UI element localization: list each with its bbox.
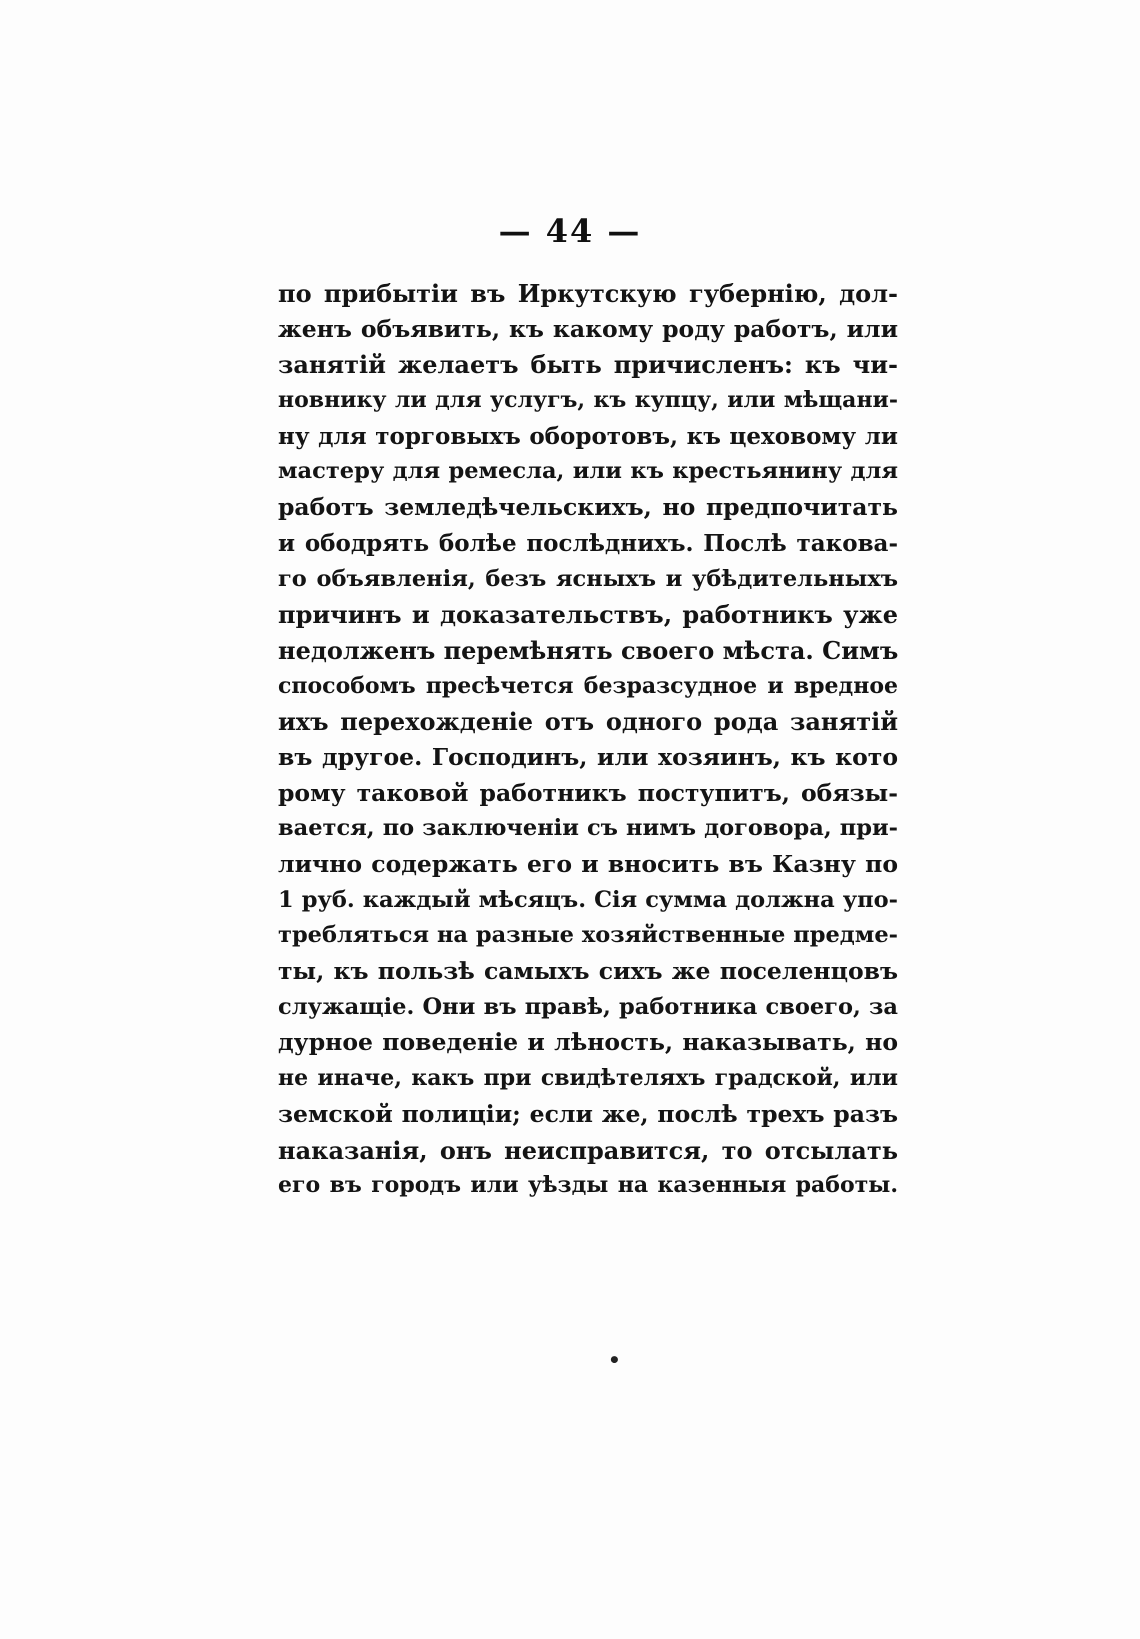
text-line: причинъ и доказательствъ, работникъ уже [278, 600, 898, 630]
text-line: мастеру для ремесла, или къ крестьянину для [278, 458, 898, 485]
text-line: новнику ли для услугъ, къ купцу, или мѣщани- [278, 387, 898, 414]
text-line: по прибытіи въ Иркутскую губернію, дол- [278, 279, 898, 308]
text-line: ихъ перехожденіе отъ одного рода занятій [278, 707, 898, 737]
text-line: ну для торговыхъ оборотовъ, къ цеховому ли [278, 422, 898, 450]
text-line: ты, къ пользѣ самыхъ сихъ же поселенцовъ [278, 957, 898, 986]
text-line: служащіе. Они въ правѣ, работника своего, за [278, 993, 898, 1020]
bottom-mark: • [608, 1348, 621, 1372]
text-line: рому таковой работникъ поступитъ, обязы- [278, 778, 898, 807]
text-line: занятій желаетъ быть причисленъ: къ чи- [278, 350, 898, 380]
text-line: не иначе, какъ при свидѣтеляхъ градской, или [278, 1065, 898, 1092]
body-text [278, 276, 898, 1204]
text-line: земской полиціи; если же, послѣ трехъ разъ [278, 1099, 898, 1128]
page-number: — 44 — [498, 212, 642, 250]
text-line: го объявленія, безъ ясныхъ и убѣдительныхъ [278, 565, 898, 592]
text-line: женъ объявить, къ какому роду работъ, или [278, 314, 898, 343]
text-line: вается, по заключеніи съ нимъ договора, при- [278, 815, 898, 842]
text-line: въ другое. Господинъ, или хозяинъ, къ кото [278, 742, 898, 771]
text-line: дурное поведеніе и лѣность, наказывать, но [278, 1028, 898, 1057]
text-line: 1 руб. каждый мѣсяцъ. Сія сумма должна упо- [278, 886, 898, 913]
text-line: и ободрять болѣе послѣднихъ. Послѣ такова- [278, 529, 898, 557]
text-line: лично содержать его и вносить въ Казну по [278, 850, 898, 878]
text-line: недолженъ перемѣнять своего мѣста. Симъ [278, 635, 899, 665]
text-line: требляться на разные хозяйственные предме- [278, 922, 898, 949]
text-line: способомъ пресѣчется безразсудное и вредное [278, 672, 898, 699]
text-line: его въ городъ или уѣзды на казенныя работы. [278, 1172, 898, 1199]
text-line: работъ земледѣчельскихъ, но предпочитать [278, 493, 898, 522]
text-line: наказанія, онъ неисправится, то отсылать [278, 1135, 898, 1165]
